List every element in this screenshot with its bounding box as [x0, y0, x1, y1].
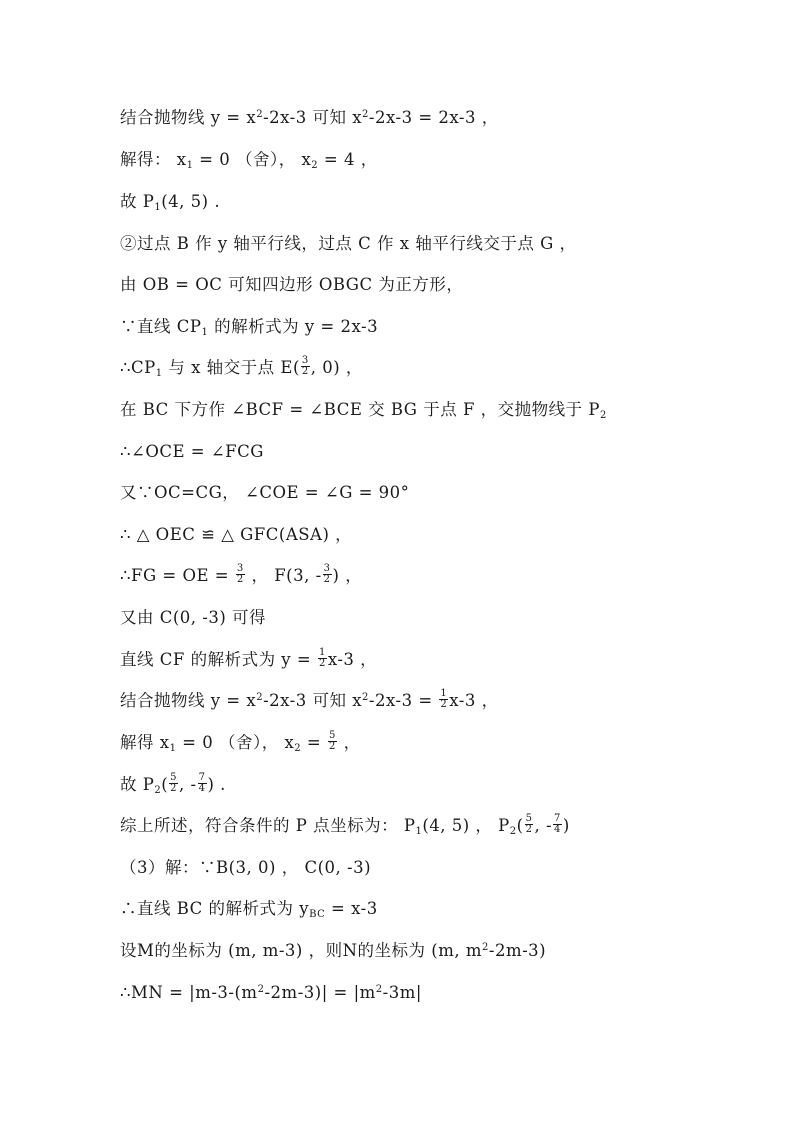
fraction — [323, 564, 332, 585]
superscript: 2 — [362, 109, 369, 120]
numerator: 5 — [525, 813, 533, 824]
subscript: 2 — [294, 743, 302, 754]
numerator: 5 — [329, 730, 336, 741]
text: ) . — [207, 775, 226, 794]
fraction — [198, 773, 207, 794]
text: (4, 5) ， P — [422, 816, 510, 835]
superscript: 2 — [362, 692, 369, 703]
solution-line-11 — [120, 525, 352, 545]
superscript: 2 — [257, 984, 265, 995]
text: -2x-3 = — [368, 691, 439, 710]
solution-line-10 — [120, 483, 409, 503]
text: ∴MN = |m-3-(m — [120, 983, 258, 1002]
text: -2x-3 = 2x-3 ， — [368, 108, 499, 127]
fraction — [328, 731, 337, 752]
text: (4, 5) . — [161, 192, 221, 211]
text: 的解析式为 y = 2x-3 — [208, 317, 379, 336]
text: ) ， — [332, 566, 363, 585]
solution-line-17 — [120, 772, 226, 796]
solution-line-6 — [120, 317, 378, 337]
solution-line-19 — [120, 858, 371, 878]
solution-line-22 — [120, 983, 422, 1003]
subscript: 1 — [154, 202, 162, 213]
text: 又由 C(0, -3) 可得 — [120, 608, 267, 627]
text: ∵直线 CP — [120, 317, 202, 336]
solution-line-14 — [120, 647, 378, 671]
text: 与 x 轴交于点 E( — [162, 358, 300, 377]
fraction — [318, 648, 327, 669]
solution-line-13 — [120, 608, 266, 628]
fraction — [301, 356, 310, 377]
subscript: 2 — [509, 826, 517, 837]
text: 在 BC 下方作 ∠BCF = ∠BCE 交 BG 于点 F ，交抛物线于 P — [120, 400, 600, 419]
text: 综上所述，符合条件的 P 点坐标为： P — [120, 816, 416, 835]
subscript: 2 — [311, 160, 319, 171]
text: = x-3 — [325, 899, 378, 918]
text: = 0 （舍）， x — [193, 150, 312, 169]
text: -2x-3 可知 x — [263, 691, 363, 710]
solution-line-4 — [120, 234, 577, 254]
text: -2m-3) — [488, 941, 547, 960]
fraction — [236, 564, 245, 585]
solution-line-20 — [120, 899, 378, 919]
text: -2m-3)| = |m — [264, 983, 376, 1002]
text: -2x-3 可知 x — [263, 108, 363, 127]
solution-line-8 — [120, 400, 607, 420]
denominator: 2 — [525, 824, 533, 835]
subscript: 1 — [169, 743, 177, 754]
text: 设M的坐标为 (m, m-3) ，则N的坐标为 (m, m — [120, 941, 483, 960]
denominator: 2 — [329, 741, 336, 752]
superscript: 2 — [256, 109, 264, 120]
text: ( — [161, 775, 169, 794]
numerator: 5 — [170, 772, 178, 783]
subscript: 1 — [415, 826, 423, 837]
subscript: 1 — [186, 160, 194, 171]
subscript: 2 — [600, 410, 607, 421]
text: （3）解：∵B(3, 0) ， C(0, -3) — [120, 858, 372, 877]
text: ( — [516, 816, 524, 835]
text: ∴FG = OE = — [120, 566, 235, 585]
superscript: 2 — [375, 984, 383, 995]
text: 又∵OC=CG， ∠COE = ∠G = 90° — [120, 483, 410, 502]
text: x-3 ， — [327, 650, 378, 669]
solution-line-12 — [120, 563, 363, 587]
text: -3m| — [382, 983, 422, 1002]
denominator: 2 — [301, 366, 309, 377]
solution-line-21 — [120, 941, 546, 961]
text: ∴ △ OEC ≌ △ GFC(ASA) ， — [120, 525, 353, 544]
text: ②过点 B 作 y 轴平行线，过点 C 作 x 轴平行线交于点 G ， — [120, 234, 577, 253]
numerator: 1 — [440, 688, 448, 699]
text: 由 OB = OC 可知四边形 OBGC 为正方形， — [120, 275, 464, 294]
denominator: 4 — [198, 783, 206, 794]
numerator: 3 — [323, 563, 331, 574]
solution-line-5 — [120, 275, 463, 295]
denominator: 2 — [236, 574, 244, 585]
subscript: 2 — [154, 785, 162, 796]
denominator: 2 — [323, 574, 331, 585]
denominator: 2 — [170, 783, 178, 794]
solution-line-3 — [120, 192, 220, 212]
text: = 4 ， — [318, 150, 378, 169]
denominator: 2 — [440, 699, 448, 710]
fraction — [169, 773, 178, 794]
text: 故 P — [120, 775, 155, 794]
text: = — [301, 733, 327, 752]
numerator: 3 — [236, 563, 244, 574]
text: ∴CP — [120, 358, 156, 377]
text: 故 P — [120, 192, 155, 211]
fraction — [525, 814, 534, 835]
text: , - — [179, 775, 197, 794]
text: , - — [534, 816, 553, 835]
denominator: 2 — [318, 658, 326, 669]
text: ∴直线 BC 的解析式为 y — [120, 899, 310, 918]
text: x-3 ， — [449, 691, 499, 710]
solution-line-18 — [120, 813, 570, 837]
fraction — [553, 814, 562, 835]
text: ， — [337, 733, 361, 752]
text: 结合抛物线 y = x — [120, 108, 257, 127]
numerator: 7 — [198, 772, 206, 783]
denominator: 4 — [554, 824, 561, 835]
fraction — [439, 689, 448, 710]
subscript: 1 — [201, 327, 209, 338]
text: ∴∠OCE = ∠FCG — [120, 442, 264, 461]
subscript: BC — [309, 909, 326, 920]
text: ， F(3, - — [245, 566, 322, 585]
text: 直线 CF 的解析式为 y = — [120, 650, 317, 669]
text: = 0 （舍）， x — [176, 733, 295, 752]
numerator: 1 — [318, 647, 326, 658]
subscript: 1 — [155, 368, 163, 379]
numerator: 7 — [554, 813, 561, 824]
solution-line-15 — [120, 688, 499, 712]
numerator: 3 — [301, 355, 309, 366]
solution-line-16 — [120, 730, 361, 754]
solution-line-1 — [120, 108, 499, 128]
text: ) — [562, 816, 570, 835]
solution-line-2 — [120, 150, 378, 170]
solution-line-9 — [120, 442, 264, 462]
text: 解得 x — [120, 733, 170, 752]
superscript: 2 — [482, 942, 489, 953]
solution-line-7 — [120, 355, 363, 379]
text: 结合抛物线 y = x — [120, 691, 257, 710]
text: 解得： x — [120, 150, 187, 169]
superscript: 2 — [256, 692, 264, 703]
text: , 0) ， — [310, 358, 363, 377]
